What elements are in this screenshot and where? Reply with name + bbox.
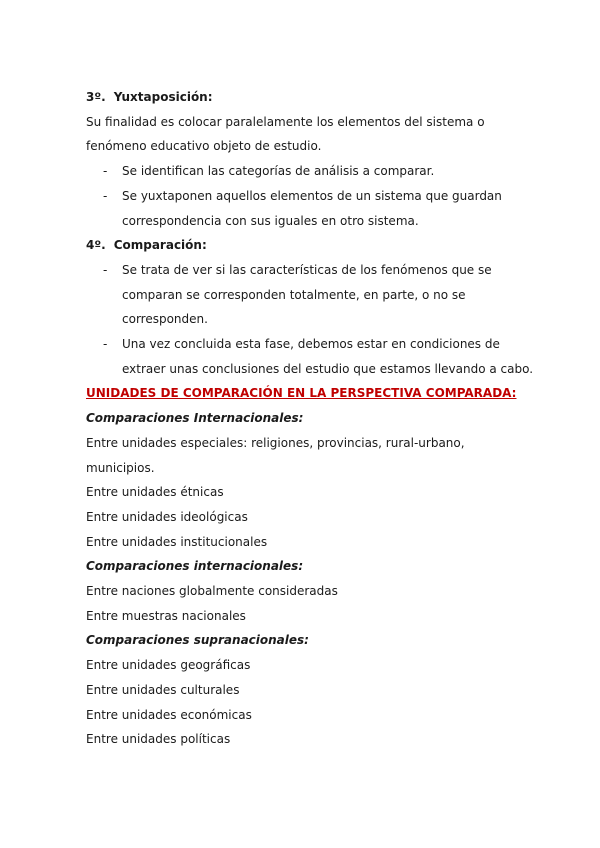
group-item: Entre unidades institucionales: [86, 534, 268, 549]
bullet-dash: -: [103, 262, 108, 277]
bullet-text: Una vez concluida esta fase, debemos estar en condiciones de: [122, 337, 500, 352]
bullet-continuation: correspondencia con sus iguales en otro sistema.: [122, 213, 419, 228]
bullet-continuation: extraer unas conclusiones del estudio que estamos llevando a cabo.: [122, 361, 534, 376]
group-heading: Comparaciones supranacionales:: [86, 633, 309, 648]
bullet-text: Se identifican las categorías de análisis a comparar.: [122, 164, 435, 179]
group-heading: Comparaciones internacionales:: [86, 559, 304, 574]
section-3-title: Yuxtaposición:: [113, 90, 213, 104]
group-heading: Comparaciones Internacionales:: [86, 411, 304, 426]
group-item: Entre unidades culturales: [86, 682, 240, 697]
group-item: Entre muestras nacionales: [86, 608, 246, 623]
bullet-continuation: comparan se corresponden totalmente, en parte, o no se: [122, 287, 466, 302]
group-item: Entre unidades ideológicas: [86, 509, 248, 524]
group-item: Entre naciones globalmente consideradas: [86, 584, 338, 599]
document-content: [86, 85, 534, 752]
bullet-item: [86, 159, 526, 184]
group-item: Entre unidades geográficas: [86, 658, 251, 673]
units-section-title: UNIDADES DE COMPARACIÓN EN LA PERSPECTIVA COMPARADA:: [86, 386, 517, 401]
bullet-item: [86, 184, 526, 209]
bullet-dash: -: [103, 337, 108, 352]
group-item: Entre unidades étnicas: [86, 485, 224, 500]
bullet-text: Se trata de ver si las características de los fenómenos que se: [122, 262, 492, 277]
section-3-number: 3º.: [86, 90, 106, 104]
bullet-item: [86, 258, 526, 283]
bullet-dash: -: [103, 188, 108, 203]
group-item: Entre unidades económicas: [86, 707, 252, 722]
bullet-text: Se yuxtaponen aquellos elementos de un sistema que guardan: [122, 188, 502, 203]
section-4-heading: [86, 233, 526, 258]
section-4-number: 4º.: [86, 238, 106, 253]
group-item: Entre unidades especiales: religiones, provincias, rural-urbano,: [86, 435, 465, 450]
group-item: municipios.: [86, 460, 155, 475]
bullet-item: [86, 332, 526, 357]
section-3-heading: [86, 85, 526, 110]
group-item: Entre unidades políticas: [86, 732, 231, 747]
bullet-continuation: corresponden.: [122, 312, 208, 327]
section-3-paragraph-line: fenómeno educativo objeto de estudio.: [86, 139, 322, 154]
section-4-title: Comparación:: [113, 238, 207, 253]
bullet-dash: -: [103, 164, 108, 179]
section-3-paragraph-line: Su finalidad es colocar paralelamente los elementos del sistema o: [86, 114, 485, 129]
